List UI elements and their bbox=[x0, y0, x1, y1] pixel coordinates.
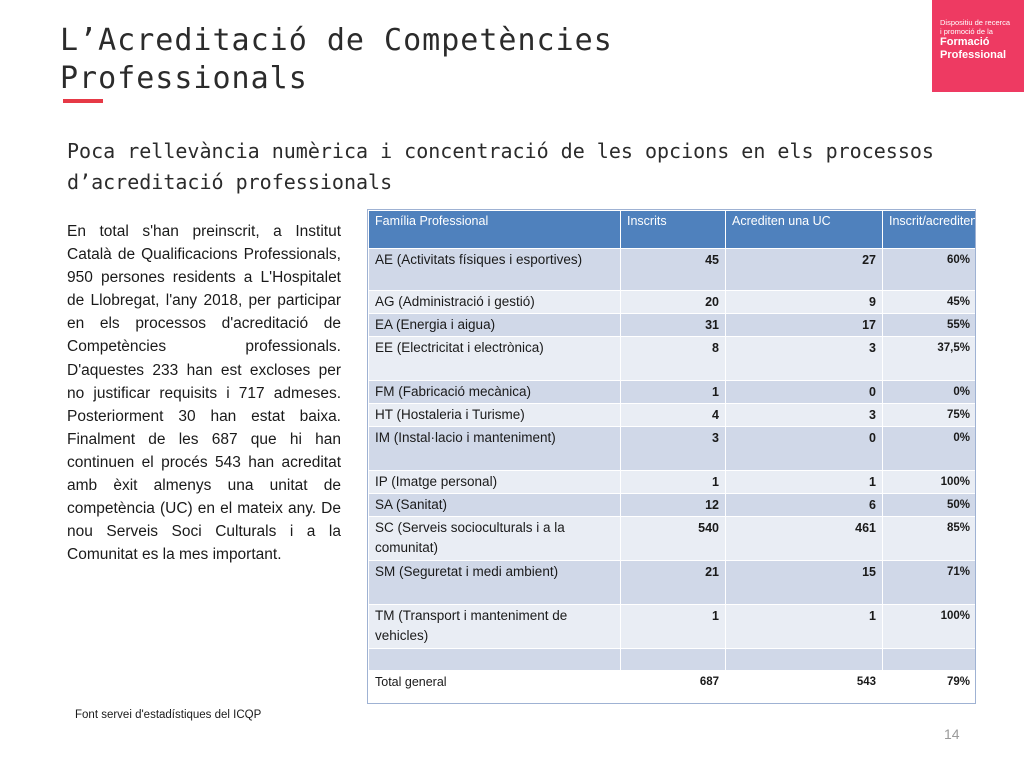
ratio-cell: 0% bbox=[883, 381, 977, 404]
header-ratio: Inscrit/acrediten bbox=[883, 211, 977, 249]
ratio-cell: 100% bbox=[883, 471, 977, 494]
total-acrediten-cell: 543 bbox=[726, 671, 883, 695]
formacio-professional-logo bbox=[932, 0, 1024, 92]
table-row bbox=[369, 427, 977, 471]
acrediten-cell: 0 bbox=[726, 381, 883, 404]
ratio-cell: 55% bbox=[883, 314, 977, 337]
family-cell: IM (Instal·lacio i manteniment) bbox=[369, 427, 621, 471]
total-label-cell: Total general bbox=[369, 671, 621, 695]
blank-cell bbox=[883, 649, 977, 671]
table-total-row bbox=[369, 671, 977, 695]
logo-line-4: Professional bbox=[940, 49, 1007, 61]
slide-title: L’Acreditació de Competències Professionals bbox=[60, 23, 613, 96]
table-row bbox=[369, 404, 977, 427]
table-row bbox=[369, 517, 977, 561]
table-row bbox=[369, 314, 977, 337]
table-row bbox=[369, 494, 977, 517]
acrediten-cell: 9 bbox=[726, 291, 883, 314]
page-number: 14 bbox=[944, 726, 960, 742]
table-row bbox=[369, 381, 977, 404]
slide-subtitle: Poca rellevància numèrica i concentració de les opcions en els processos d’acreditació professionals bbox=[67, 139, 934, 194]
family-cell: IP (Imatge personal) bbox=[369, 471, 621, 494]
inscrits-cell: 20 bbox=[621, 291, 726, 314]
acrediten-cell: 3 bbox=[726, 337, 883, 381]
inscrits-cell: 1 bbox=[621, 471, 726, 494]
logo-line-2: i promoció de la bbox=[940, 27, 993, 36]
total-ratio-cell: 79% bbox=[883, 671, 977, 695]
ratio-cell: 37,5% bbox=[883, 337, 977, 381]
table-row bbox=[369, 561, 977, 605]
acrediten-cell: 6 bbox=[726, 494, 883, 517]
acrediten-cell: 3 bbox=[726, 404, 883, 427]
logo-line-3: Formació bbox=[940, 36, 990, 48]
inscrits-cell: 540 bbox=[621, 517, 726, 561]
total-inscrits-cell: 687 bbox=[621, 671, 726, 695]
table-header-row bbox=[369, 211, 977, 249]
inscrits-cell: 1 bbox=[621, 605, 726, 649]
acrediten-cell: 17 bbox=[726, 314, 883, 337]
family-cell: AG (Administració i gestió) bbox=[369, 291, 621, 314]
ratio-cell: 50% bbox=[883, 494, 977, 517]
acrediten-cell: 1 bbox=[726, 471, 883, 494]
inscrits-cell: 1 bbox=[621, 381, 726, 404]
logo-line-1: Dispositiu de recerca bbox=[940, 18, 1011, 27]
table-row bbox=[369, 249, 977, 291]
accreditation-table bbox=[368, 210, 977, 695]
blank-cell bbox=[621, 649, 726, 671]
acrediten-cell: 27 bbox=[726, 249, 883, 291]
table-row bbox=[369, 337, 977, 381]
table-row bbox=[369, 291, 977, 314]
table-row bbox=[369, 605, 977, 649]
ratio-cell: 85% bbox=[883, 517, 977, 561]
inscrits-cell: 12 bbox=[621, 494, 726, 517]
blank-cell bbox=[369, 649, 621, 671]
family-cell: HT (Hostaleria i Turisme) bbox=[369, 404, 621, 427]
family-cell: EA (Energia i aigua) bbox=[369, 314, 621, 337]
inscrits-cell: 4 bbox=[621, 404, 726, 427]
body-paragraph: En total s'han preinscrit, a Institut Català de Qualificacions Professionals, 950 persones residents a L'Hospitalet de Llobregat, l'any 2018, per participar en els processos d'acreditació de Competències professionals. D'aquestes 233 han est excloses per no justificar requisits i 717 admeses. Posteriorment 30 han estat baixa. Finalment de les 687 que hi han continuen el procés 543 han acreditat amb èxit almenys una unitat de competència (UC) en el mateix any. De nou Serveis Soci Culturals i a la Comunitat es la mes important. bbox=[67, 223, 341, 564]
inscrits-cell: 8 bbox=[621, 337, 726, 381]
ratio-cell: 75% bbox=[883, 404, 977, 427]
acrediten-cell: 15 bbox=[726, 561, 883, 605]
table-row bbox=[369, 471, 977, 494]
header-inscrits: Inscrits bbox=[621, 211, 726, 249]
table-blank-row bbox=[369, 649, 977, 671]
family-cell: TM (Transport i manteniment de vehicles) bbox=[369, 605, 621, 649]
source-note: Font servei d'estadístiques del ICQP bbox=[75, 709, 262, 721]
header-acrediten: Acrediten una UC bbox=[726, 211, 883, 249]
title-accent-bar bbox=[63, 99, 103, 103]
inscrits-cell: 31 bbox=[621, 314, 726, 337]
ratio-cell: 45% bbox=[883, 291, 977, 314]
inscrits-cell: 21 bbox=[621, 561, 726, 605]
acrediten-cell: 1 bbox=[726, 605, 883, 649]
family-cell: SM (Seguretat i medi ambient) bbox=[369, 561, 621, 605]
family-cell: AE (Activitats físiques i esportives) bbox=[369, 249, 621, 291]
family-cell: SA (Sanitat) bbox=[369, 494, 621, 517]
inscrits-cell: 3 bbox=[621, 427, 726, 471]
acrediten-cell: 461 bbox=[726, 517, 883, 561]
family-cell: EE (Electricitat i electrònica) bbox=[369, 337, 621, 381]
ratio-cell: 0% bbox=[883, 427, 977, 471]
blank-cell bbox=[726, 649, 883, 671]
acrediten-cell: 0 bbox=[726, 427, 883, 471]
inscrits-cell: 45 bbox=[621, 249, 726, 291]
ratio-cell: 60% bbox=[883, 249, 977, 291]
ratio-cell: 71% bbox=[883, 561, 977, 605]
header-family: Família Professional bbox=[369, 211, 621, 249]
family-cell: SC (Serveis socioculturals i a la comunitat) bbox=[369, 517, 621, 561]
ratio-cell: 100% bbox=[883, 605, 977, 649]
family-cell: FM (Fabricació mecànica) bbox=[369, 381, 621, 404]
